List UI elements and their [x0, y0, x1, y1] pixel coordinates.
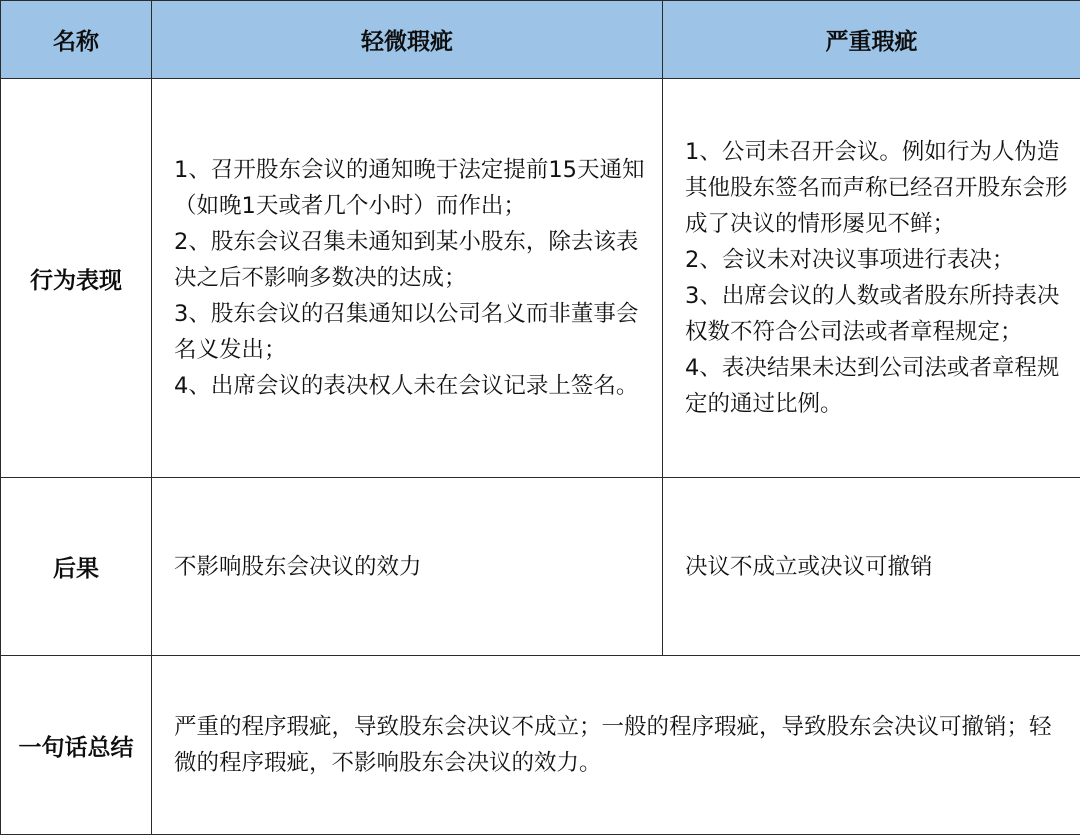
table-row-behavior [1, 79, 1080, 478]
serious-behavior-item: 2、会议未对决议事项进行表决； [685, 242, 1070, 278]
table-row-summary [1, 656, 1080, 835]
row-label-consequence: 后果 [1, 478, 152, 656]
serious-behavior-item: 3、出席会议的人数或者股东所持表决权数不符合公司法或者章程规定； [685, 278, 1070, 350]
serious-behavior-item: 1、公司未召开会议。例如行为人伪造其他股东签名而声称已经召开股东会形成了决议的情形屡见不鲜； [685, 134, 1070, 242]
table-row-consequence [1, 478, 1080, 656]
header-row [1, 1, 1080, 79]
row-label-behavior: 行为表现 [1, 79, 152, 478]
minor-consequence-cell: 不影响股东会决议的效力 [152, 478, 663, 656]
serious-consequence-cell: 决议不成立或决议可撤销 [663, 478, 1080, 656]
minor-behavior-cell [152, 79, 663, 478]
header-serious-defect: 严重瑕疵 [663, 1, 1080, 79]
minor-behavior-item: 4、出席会议的表决权人未在会议记录上签名。 [174, 368, 648, 404]
header-minor-defect: 轻微瑕疵 [152, 1, 663, 79]
minor-behavior-item: 3、股东会议的召集通知以公司名义而非董事会名义发出； [174, 296, 648, 368]
serious-behavior-item: 4、表决结果未达到公司法或者章程规定的通过比例。 [685, 350, 1070, 422]
minor-behavior-item: 2、股东会议召集未通知到某小股东，除去该表决之后不影响多数决的达成； [174, 224, 648, 296]
summary-cell: 严重的程序瑕疵，导致股东会决议不成立；一般的程序瑕疵，导致股东会决议可撤销；轻微的程序瑕疵，不影响股东会决议的效力。 [152, 656, 1080, 835]
row-label-summary: 一句话总结 [1, 656, 152, 835]
serious-behavior-cell [663, 79, 1080, 478]
header-name: 名称 [1, 1, 152, 79]
minor-behavior-item: 1、召开股东会议的通知晚于法定提前15天通知（如晚1天或者几个小时）而作出； [174, 152, 648, 224]
